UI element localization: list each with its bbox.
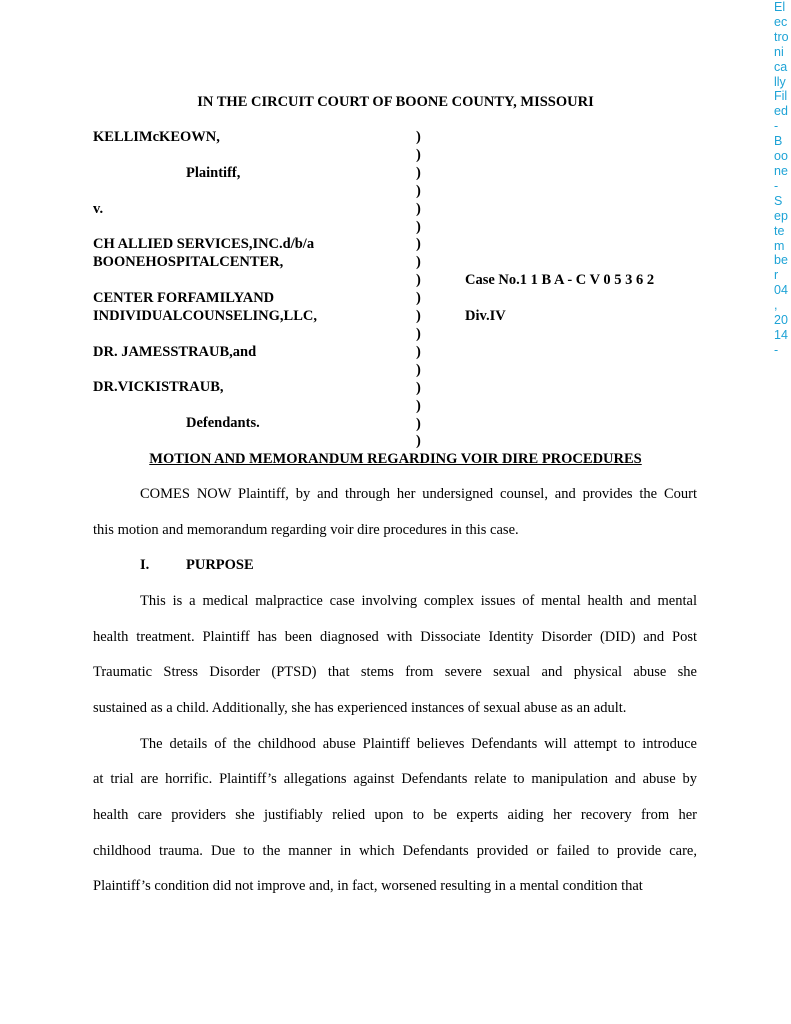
motion-title: MOTION AND MEMORANDUM REGARDING VOIR DIRE PROCEDURES xyxy=(149,451,642,467)
section-number: I. xyxy=(140,557,150,573)
caption-paren: ) xyxy=(416,379,421,396)
stamp-fragment: 14 xyxy=(774,327,788,342)
caption-paren: ) xyxy=(416,146,421,163)
stamp-fragment: B xyxy=(774,134,783,149)
stamp-fragment: - xyxy=(774,119,779,134)
stamp-fragment: lly xyxy=(774,74,786,89)
defendant1-line1: CH ALLIED SERVICES,INC.d/b/a xyxy=(93,236,315,252)
caption-paren: ) xyxy=(416,308,421,325)
defendant1-line2: BOONEHOSPITALCENTER, xyxy=(93,254,284,270)
para1-line-3: Traumatic Stress Disorder (PTSD) that stems from severe sexual and physical abuse she xyxy=(93,664,697,680)
stamp-fragment: 20 xyxy=(774,313,788,328)
caption-paren: ) xyxy=(416,200,421,217)
stamp-fragment: ed xyxy=(774,104,788,119)
stamp-fragment: oo xyxy=(774,149,788,164)
defendant2-line2: INDIVIDUALCOUNSELING,LLC, xyxy=(93,308,317,324)
defendant3-name: DR. JAMESSTRAUB,and xyxy=(93,344,257,360)
intro-line-2: this motion and memorandum regarding voir dire procedures in this case. xyxy=(93,522,519,538)
stamp-fragment: 04 xyxy=(774,283,788,298)
stamp-fragment: m xyxy=(774,238,785,253)
defendants-label: Defendants. xyxy=(186,415,260,431)
stamp-fragment: S xyxy=(774,193,783,208)
caption-paren: ) xyxy=(416,397,421,414)
caption-paren: ) xyxy=(416,218,421,235)
caption-paren: ) xyxy=(416,325,421,342)
stamp-fragment: ne xyxy=(774,163,788,178)
caption-paren: ) xyxy=(416,433,421,450)
court-heading: IN THE CIRCUIT COURT OF BOONE COUNTY, MISSOURI xyxy=(197,94,594,110)
versus-label: v. xyxy=(93,201,104,217)
para1-line-1: This is a medical malpractice case involving complex issues of mental health and mental xyxy=(140,593,697,609)
stamp-fragment: - xyxy=(774,178,779,193)
caption-paren: ) xyxy=(416,164,421,181)
stamp-fragment: ca xyxy=(774,59,788,74)
caption-paren: ) xyxy=(416,182,421,199)
para2-line-4: childhood trauma. Due to the manner in which Defendants provided or failed to provide care, xyxy=(93,843,697,859)
para2-line-5: Plaintiff’s condition did not improve and, in fact, worsened resulting in a mental condition that xyxy=(93,878,643,894)
intro-line-1: COMES NOW Plaintiff, by and through her undersigned counsel, and provides the Court xyxy=(140,486,697,502)
section-heading: PURPOSE xyxy=(186,557,254,573)
caption-paren: ) xyxy=(416,236,421,253)
stamp-fragment: ni xyxy=(774,44,784,59)
efiling-stamp xyxy=(774,0,791,358)
stamp-fragment: - xyxy=(774,342,779,357)
caption-paren: ) xyxy=(416,415,421,432)
case-number: Case No.1 1 B A - C V 0 5 3 6 2 xyxy=(465,272,655,288)
plaintiff-label: Plaintiff, xyxy=(186,165,241,181)
para1-line-2: health treatment. Plaintiff has been diagnosed with Dissociate Identity Disorder (DID) and Post xyxy=(93,629,697,645)
stamp-fragment: , xyxy=(774,298,778,313)
stamp-fragment: ec xyxy=(774,14,788,29)
para2-line-1: The details of the childhood abuse Plaintiff believes Defendants will attempt to introduce xyxy=(140,736,697,752)
caption-paren: ) xyxy=(416,254,421,271)
stamp-fragment: El xyxy=(774,0,786,14)
stamp-fragment: te xyxy=(774,223,785,238)
defendant2-line1: CENTER FORFAMILYAND xyxy=(93,290,275,306)
para1-line-4: sustained as a child. Additionally, she has experienced instances of sexual abuse as an adult. xyxy=(93,700,627,716)
defendant4-name: DR.VICKISTRAUB, xyxy=(93,379,224,395)
stamp-fragment: Fil xyxy=(774,89,788,104)
para2-line-3: health care providers she justifiably relied upon to be experts aiding her recovery from her xyxy=(93,807,697,823)
plaintiff-name: KELLIMcKEOWN, xyxy=(93,129,220,145)
caption-paren: ) xyxy=(416,272,421,289)
caption-paren: ) xyxy=(416,129,421,145)
caption-paren-column xyxy=(416,129,421,451)
stamp-fragment: r xyxy=(774,268,779,283)
stamp-fragment: tro xyxy=(774,29,789,44)
caption-paren: ) xyxy=(416,361,421,378)
caption-paren: ) xyxy=(416,343,421,360)
stamp-fragment: ep xyxy=(774,208,788,223)
caption-paren: ) xyxy=(416,290,421,307)
division: Div.IV xyxy=(465,308,506,324)
stamp-fragment: be xyxy=(774,253,788,268)
para2-line-2: at trial are horrific. Plaintiff’s allegations against Defendants relate to manipulation and abuse by xyxy=(93,771,697,787)
